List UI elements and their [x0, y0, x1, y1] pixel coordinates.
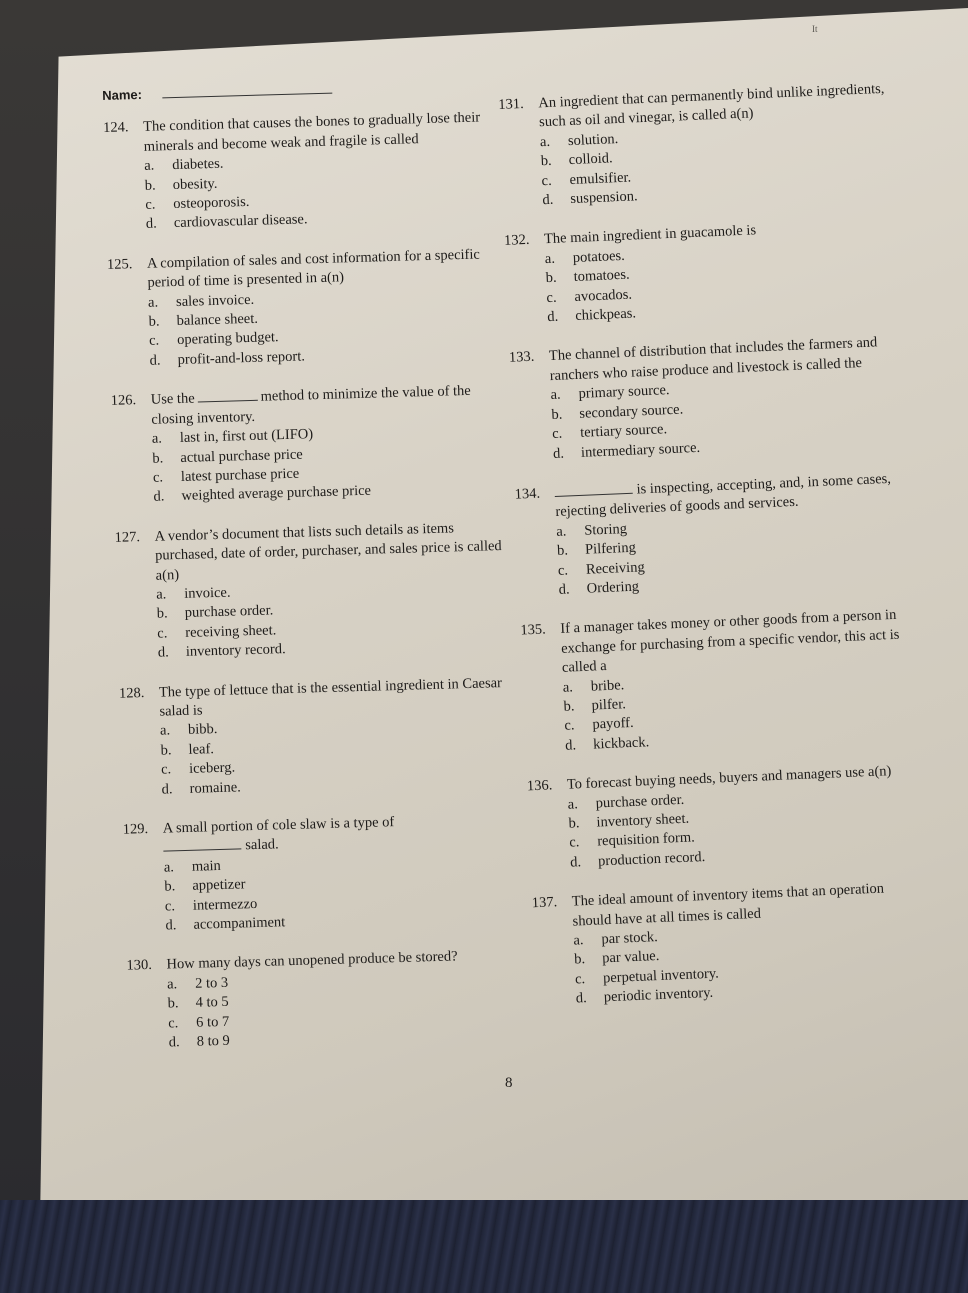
choice-letter: d. [168, 1034, 180, 1051]
choice-text: leaf. [188, 740, 215, 758]
question-text: A compilation of sales and cost information for a specific period of time is presented in a(n) [146, 246, 481, 292]
choice-letter: c. [574, 970, 586, 988]
question-number: 125. [106, 256, 133, 273]
corner-mark: It [812, 24, 818, 34]
question-127 [114, 517, 518, 664]
choice-text: intermediary source. [580, 439, 701, 461]
choice-letter: d. [145, 215, 157, 233]
question-text-before: Use the [150, 390, 195, 409]
choice-text: intermezzo [192, 895, 258, 914]
choice-letter: d. [552, 445, 565, 462]
fabric-surface [0, 1200, 968, 1293]
choice-text: kickback. [592, 734, 650, 753]
question-number: 124. [102, 119, 129, 137]
choice-text: suspension. [570, 188, 638, 208]
choice-letter: c. [564, 717, 575, 735]
question-text: The channel of distribution that includes the farmers and ranchers who raise produce and livestock is called the [548, 334, 878, 384]
choice-letter: c. [167, 1014, 179, 1032]
question-137 [531, 878, 926, 1011]
choice-letter: d. [153, 488, 165, 506]
choice-letter: c. [551, 425, 563, 443]
question-text: The type of lettuce that is the essential ingredient in Caesar salad is [158, 674, 503, 720]
choice-text: weighted average purchase price [181, 482, 372, 505]
choice-letter: d. [558, 581, 570, 598]
choice-text: last in, first out (LIFO) [179, 426, 314, 447]
choice-text: diabetes. [172, 155, 224, 174]
name-label: Name: [102, 86, 143, 103]
choice-text: perpetual inventory. [602, 965, 720, 987]
choice-text: Ordering [586, 578, 640, 597]
choice-text: secondary source. [579, 401, 684, 422]
right-column [498, 80, 927, 1031]
choice-text: tertiary source. [579, 421, 668, 441]
choice-letter: a. [573, 932, 584, 949]
choice-text: actual purchase price [180, 446, 303, 466]
choice-text: accompaniment [193, 914, 286, 933]
choice-text: inventory sheet. [596, 810, 690, 831]
choice-letter: d. [575, 990, 588, 1007]
choice-letter: b. [152, 449, 164, 467]
choice-text: par value. [601, 948, 660, 967]
choice-letter: d. [161, 780, 173, 798]
question-number: 135. [520, 621, 547, 639]
answer-blank[interactable] [555, 493, 633, 497]
choice-text: payoff. [592, 715, 634, 733]
question-number: 132. [503, 232, 530, 250]
choice-text: 2 to 3 [194, 974, 229, 992]
choice-letter: b. [540, 153, 552, 170]
choice-text: purchase order. [595, 791, 685, 812]
choice-text: appetizer [192, 876, 246, 895]
choice-letter: a. [562, 678, 574, 696]
choice-letter: b. [144, 177, 156, 194]
choice-letter: c. [557, 562, 569, 579]
answer-blank[interactable] [163, 849, 241, 852]
choice-text: tomatoes. [573, 266, 630, 286]
choice-letter: a. [147, 294, 159, 311]
choice-text: pilfer. [591, 696, 627, 714]
choice-letter: b. [568, 815, 580, 832]
question-132 [504, 216, 898, 329]
question-text-before: A small portion of cole slaw is a type of [162, 814, 395, 837]
question-number: 134. [514, 485, 541, 503]
question-131 [498, 80, 893, 213]
question-text: The ideal amount of inventory items that an operation should have at all times is called [571, 880, 885, 930]
answer-blank[interactable] [198, 400, 258, 403]
choice-letter: b. [551, 406, 563, 423]
choice-text: 6 to 7 [195, 1013, 230, 1031]
choice-text: bribe. [590, 676, 625, 695]
question-text: To forecast buying needs, buyers and managers use a(n) [566, 763, 892, 793]
choice-letter: a. [539, 133, 551, 151]
choice-letter: b. [167, 995, 179, 1012]
name-field-line[interactable] [162, 93, 332, 99]
question-number: 136. [526, 777, 553, 795]
choice-text: par stock. [601, 929, 659, 948]
choice-letter: d. [564, 737, 577, 754]
question-text: How many days can unopened produce be stored? [166, 948, 458, 973]
choice-text: invoice. [183, 584, 231, 602]
choice-text: 8 to 9 [196, 1032, 230, 1050]
choice-text: avocados. [574, 286, 633, 305]
question-135 [520, 606, 915, 758]
question-text-after: is inspecting, accepting, and, in some cases, rejecting deliveries of goods and services. [555, 470, 892, 521]
page-number: 8 [505, 1075, 513, 1091]
choice-letter: c. [160, 761, 172, 778]
choice-letter: a. [159, 722, 171, 740]
choice-text: Receiving [585, 558, 645, 578]
choice-letter: a. [163, 859, 175, 876]
choice-letter: c. [164, 897, 176, 915]
choice-letter: d. [165, 917, 177, 934]
choice-letter: b. [148, 313, 160, 330]
choice-letter: b. [160, 742, 172, 759]
choice-text: inventory record. [185, 641, 286, 661]
choice-letter: d. [542, 191, 554, 209]
question-number: 127. [114, 528, 141, 546]
choice-text: Pilfering [584, 539, 637, 558]
choice-text: obesity. [172, 175, 218, 193]
question-text-after: method to minimize the value of the closing inventory. [151, 383, 471, 428]
choice-letter: b. [563, 698, 575, 715]
choice-letter: b. [556, 542, 569, 560]
choice-text: purchase order. [184, 602, 274, 622]
choice-letter: a. [555, 523, 567, 540]
choice-text: requisition form. [596, 829, 696, 850]
question-136 [527, 761, 921, 874]
question-124 [103, 108, 506, 236]
choice-text: production record. [597, 848, 706, 870]
choice-letter: a. [567, 795, 579, 813]
choice-text: solution. [567, 130, 619, 149]
choice-text: balance sheet. [176, 310, 259, 330]
choice-letter: a. [151, 430, 163, 447]
question-text: A vendor’s document that lists such details as items purchased, date of order, purchaser, and sales price is called a(n) [154, 520, 502, 584]
question-number: 128. [118, 684, 145, 702]
choice-letter: c. [546, 289, 557, 306]
question-number: 129. [122, 821, 149, 838]
question-number: 126. [110, 392, 137, 410]
choice-letter: b. [156, 605, 168, 623]
choice-letter: c. [157, 625, 168, 642]
choice-letter: c. [569, 834, 580, 852]
question-134 [514, 469, 909, 602]
left-column [102, 75, 529, 1074]
question-130 [126, 946, 529, 1054]
question-number: 137. [531, 894, 558, 912]
choice-letter: d. [157, 644, 169, 661]
question-128 [119, 673, 522, 801]
choice-letter: b. [573, 951, 586, 968]
choice-text: 4 to 5 [195, 994, 229, 1011]
choice-letter: c. [145, 196, 156, 213]
choice-text: profit-and-loss report. [177, 348, 306, 368]
choice-text: romaine. [189, 778, 241, 797]
question-number: 130. [126, 957, 153, 975]
choice-letter: a. [155, 586, 167, 603]
choice-letter: d. [569, 854, 582, 871]
choice-text: osteoporosis. [173, 193, 250, 213]
choice-text: colloid. [568, 150, 613, 169]
choice-letter: a. [544, 250, 556, 268]
choice-letter: b. [545, 269, 557, 287]
choice-text: main [191, 857, 222, 875]
choice-text: sales invoice. [175, 291, 255, 310]
question-number: 131. [498, 95, 525, 113]
question-133 [509, 333, 904, 466]
choice-text: periodic inventory. [603, 985, 714, 1006]
choice-letter: c. [541, 172, 552, 189]
choice-text: primary source. [578, 382, 670, 403]
choice-text: cardiovascular disease. [173, 211, 308, 232]
question-text-after: salad. [245, 836, 279, 854]
choice-text: latest purchase price [180, 465, 300, 485]
choice-letter: a. [144, 157, 155, 175]
choice-letter: a. [166, 976, 178, 993]
choice-letter: c. [152, 469, 164, 486]
choice-letter: a. [550, 386, 561, 404]
choice-text: emulsifier. [569, 169, 632, 188]
choice-letter: c. [148, 332, 160, 350]
choice-letter: b. [164, 878, 176, 895]
choice-text: iceberg. [188, 759, 236, 778]
question-text: If a manager takes money or other goods from a person in exchange for purchasing from a specific vendor, this act is called a [560, 607, 900, 676]
choice-text: operating budget. [176, 329, 279, 349]
question-text: The main ingredient in guacamole is [543, 222, 757, 248]
choice-text: potatoes. [572, 247, 626, 266]
question-text: The condition that causes the bones to gradually lose their minerals and become weak and fragile is called [142, 109, 481, 155]
question-125 [107, 245, 510, 373]
question-text: An ingredient that can permanently bind unlike ingredients, such as oil and vinegar, is called a(n) [538, 80, 885, 131]
choice-text: Storing [583, 520, 628, 539]
question-129 [123, 810, 526, 938]
choice-text: chickpeas. [574, 305, 637, 325]
choice-text: receiving sheet. [185, 622, 277, 641]
choice-text: bibb. [187, 721, 218, 739]
question-number: 133. [508, 349, 535, 367]
choice-letter: d. [149, 352, 161, 369]
choice-letter: d. [546, 308, 559, 326]
question-126 [111, 381, 514, 509]
